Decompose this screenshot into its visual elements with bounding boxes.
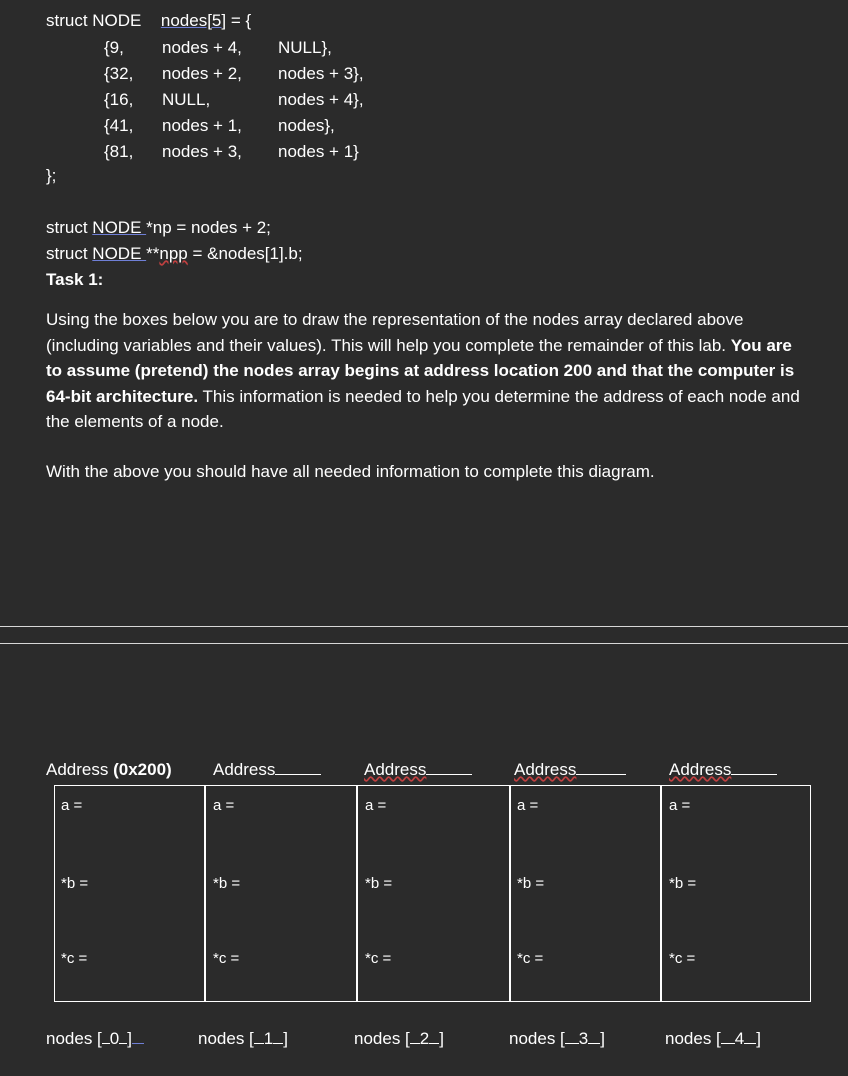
- code-close-brace: };: [46, 166, 57, 185]
- address-text: Address: [364, 760, 427, 779]
- address-blank: [426, 760, 472, 775]
- node1-a-field: a =: [213, 797, 235, 814]
- np-type: NODE: [92, 218, 147, 237]
- node-index-label-2: [354, 1028, 444, 1050]
- node4-b-field: *b =: [669, 875, 697, 892]
- node3-b-field: *b =: [517, 875, 545, 892]
- cell-divider: [356, 786, 358, 1001]
- cell-divider: [509, 786, 511, 1001]
- close-bracket: ]: [756, 1029, 761, 1048]
- task-heading: Task 1:: [46, 270, 104, 289]
- node4-a-field: a =: [669, 797, 691, 814]
- row0-c: NULL},: [278, 38, 332, 57]
- row0-value: {9,: [104, 38, 124, 57]
- address-text: Address: [514, 760, 577, 779]
- node0-a-field: a =: [61, 797, 83, 814]
- code-line-declaration: [46, 10, 251, 32]
- close-bracket: ]: [127, 1029, 132, 1048]
- index-blank: [744, 1029, 756, 1044]
- index-blank: [273, 1029, 283, 1044]
- task-note: With the above you should have all needed information to complete this diagram.: [46, 462, 655, 481]
- row4-b: nodes + 3,: [162, 142, 242, 161]
- close-bracket: ]: [283, 1029, 288, 1048]
- node3-a-field: a =: [517, 797, 539, 814]
- np-struct-keyword: struct: [46, 218, 93, 237]
- row4-value: {81,: [104, 142, 134, 161]
- npp-assignment: = &nodes[1].b;: [187, 244, 303, 263]
- index-blank: [102, 1029, 110, 1044]
- address-label-1: [213, 759, 321, 781]
- index-blank: [410, 1029, 420, 1044]
- index-value: 3: [578, 1029, 589, 1048]
- index-blank: [588, 1029, 600, 1044]
- nodes-text: nodes [: [198, 1029, 254, 1048]
- row2-b: NULL,: [162, 90, 211, 109]
- instructions-bold: You are to assume (pretend) the nodes array begins at address location 200 and that the computer is 64-bit architecture.: [46, 335, 795, 406]
- code-struct-keyword: struct NODE: [46, 11, 142, 30]
- nodes-text: nodes [: [354, 1029, 410, 1048]
- node-index-label-0: [46, 1028, 144, 1050]
- index-blank: [565, 1029, 579, 1044]
- node0-b-field: *b =: [61, 875, 89, 892]
- index-blank: [721, 1029, 735, 1044]
- row4-c: nodes + 1}: [278, 142, 359, 161]
- node1-b-field: *b =: [213, 875, 241, 892]
- instructions-text-b: This information is needed to help you determine the address of each node and the elements of a node.: [46, 386, 800, 431]
- address-label-3: [514, 759, 626, 781]
- close-bracket: ]: [600, 1029, 605, 1048]
- row1-c: nodes + 3},: [278, 64, 364, 83]
- node3-c-field: *c =: [517, 950, 544, 967]
- index-value: 1: [263, 1029, 274, 1048]
- node2-a-field: a =: [365, 797, 387, 814]
- divider-top: [0, 626, 848, 627]
- row3-b: nodes + 1,: [162, 116, 242, 135]
- nodes-text: nodes [: [665, 1029, 721, 1048]
- nodes-array-diagram: [54, 785, 811, 1002]
- row2-c: nodes + 4},: [278, 90, 364, 109]
- instructions-text-a: Using the boxes below you are to draw the representation of the nodes array declared above (including variables and their values). This will help you complete the remainder of this lab.: [46, 310, 744, 355]
- index-value: 0: [109, 1029, 120, 1048]
- np-assignment: *np = nodes + 2;: [146, 218, 271, 237]
- npp-type: NODE: [92, 244, 147, 263]
- address-label-0: [46, 759, 172, 781]
- row2-value: {16,: [104, 90, 134, 109]
- node4-c-field: *c =: [669, 950, 696, 967]
- index-blank: [132, 1029, 144, 1044]
- address-blank: [275, 760, 321, 775]
- task-instructions: [46, 307, 806, 435]
- close-bracket: ]: [439, 1029, 444, 1048]
- node-index-label-1: [198, 1028, 288, 1050]
- code-npp-declaration: [46, 243, 303, 265]
- address-label-2: [364, 759, 472, 781]
- node-index-label-3: [509, 1028, 605, 1050]
- address-label-4: [669, 759, 777, 781]
- row3-c: nodes},: [278, 116, 335, 135]
- index-blank: [429, 1029, 439, 1044]
- row3-value: {41,: [104, 116, 134, 135]
- cell-divider: [204, 786, 206, 1001]
- address-value: (0x200): [113, 760, 172, 779]
- row1-value: {32,: [104, 64, 134, 83]
- index-value: 2: [419, 1029, 430, 1048]
- npp-struct-keyword: struct: [46, 244, 93, 263]
- npp-name: npp: [159, 244, 188, 263]
- node-index-label-4: [665, 1028, 761, 1050]
- code-array-name: nodes[5]: [160, 11, 227, 30]
- nodes-text: nodes [: [46, 1029, 102, 1048]
- row0-b: nodes + 4,: [162, 38, 242, 57]
- row1-b: nodes + 2,: [162, 64, 242, 83]
- node2-b-field: *b =: [365, 875, 393, 892]
- node1-c-field: *c =: [213, 950, 240, 967]
- address-text: Address: [669, 760, 732, 779]
- index-blank: [254, 1029, 264, 1044]
- npp-stars: **: [146, 244, 160, 263]
- nodes-text: nodes [: [509, 1029, 565, 1048]
- divider-bottom: [0, 643, 848, 644]
- code-np-declaration: [46, 217, 271, 239]
- node0-c-field: *c =: [61, 950, 88, 967]
- address-text: Address: [46, 760, 114, 779]
- cell-divider: [660, 786, 662, 1001]
- code-equals-brace: = {: [226, 11, 252, 30]
- address-blank: [576, 760, 626, 775]
- address-text: Address: [213, 760, 276, 779]
- address-blank: [731, 760, 777, 775]
- index-value: 4: [734, 1029, 745, 1048]
- node2-c-field: *c =: [365, 950, 392, 967]
